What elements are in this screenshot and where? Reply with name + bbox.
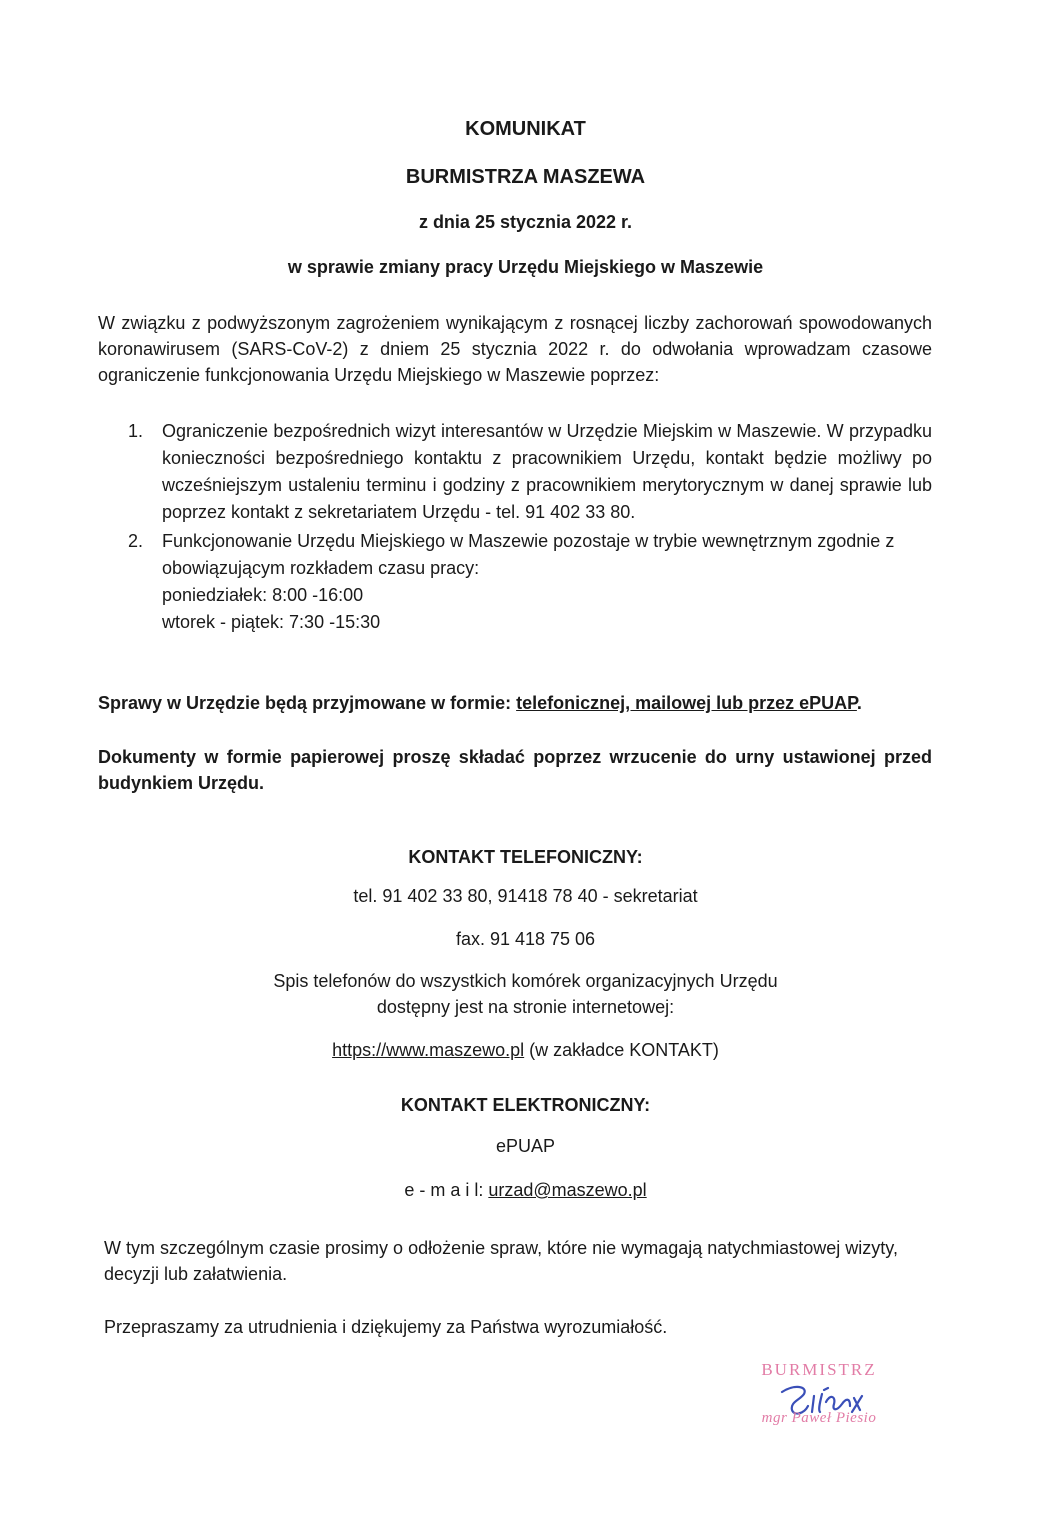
document-subject: w sprawie zmiany pracy Urzędu Miejskiego w Maszewie xyxy=(287,257,764,277)
list-item xyxy=(128,418,932,526)
list-item xyxy=(128,528,932,636)
stamp-title: BURMISTRZ xyxy=(761,1360,877,1379)
epuap-label: ePUAP xyxy=(495,1136,556,1156)
sprawy-suffix: . xyxy=(856,693,862,713)
official-stamp xyxy=(724,1360,914,1440)
document-date: z dnia 25 stycznia 2022 r. xyxy=(418,212,633,232)
hours-tuesday-friday: wtorek - piątek: 7:30 -15:30 xyxy=(162,612,381,632)
email-link[interactable]: urzad@maszewo.pl xyxy=(488,1180,647,1200)
phone-numbers: tel. 91 402 33 80, 91418 78 40 - sekretariat xyxy=(353,886,698,906)
sprawy-forms: telefonicznej, mailowej lub przez ePUAP xyxy=(516,693,857,713)
phone-contact-heading: KONTAKT TELEFONICZNY: xyxy=(408,847,643,867)
website-link[interactable]: https://www.maszewo.pl xyxy=(332,1040,525,1060)
document-subtitle: BURMISTRZA MASZEWA xyxy=(405,166,646,188)
list-item-text: Funkcjonowanie Urzędu Miejskiego w Maszewie pozostaje w trybie wewnętrznym zgodnie z obowiązującym rozkładem czasu pracy: xyxy=(162,531,895,578)
measures-list xyxy=(128,418,932,636)
hours-monday: poniedziałek: 8:00 -16:00 xyxy=(162,585,364,605)
dokumenty-paragraph: Dokumenty w formie papierowej proszę składać poprzez wrzucenie do urny ustawionej przed budynkiem Urzędu. xyxy=(98,747,932,793)
closing-request-paragraph: W tym szczególnym czasie prosimy o odłożenie spraw, które nie wymagają natychmiastowej wizyty, decyzji lub załatwienia. xyxy=(104,1238,898,1284)
closing-apology-paragraph: Przepraszamy za utrudnienia i dziękujemy za Państwa wyrozumiałość. xyxy=(104,1317,668,1337)
phone-directory-line-1: Spis telefonów do wszystkich komórek organizacyjnych Urzędu xyxy=(273,971,778,991)
phone-directory-note xyxy=(0,968,1051,1020)
website-note: (w zakładce KONTAKT) xyxy=(524,1040,719,1060)
intro-paragraph: W związku z podwyższonym zagrożeniem wynikającym z rosnącej liczby zachorowań spowodowanych koronawirusem (SARS-CoV-2) z dniem 25 stycznia 2022 r. do odwołania wprowadzam czasowe ograniczenie funkcjonowania Urzędu Miejskiego w Maszewie poprzez: xyxy=(98,313,932,385)
list-item-text: Ograniczenie bezpośrednich wizyt interesantów w Urzędzie Miejskim w Maszewie. W przypadku konieczności bezpośredniego kontaktu z pracownikiem Urzędu, kontakt będzie możliwy po wcześniejszym ustaleniu terminu i godziny z pracownikiem merytorycznym w danej sprawie lub poprzez kontakt z sekretariatem Urzędu - tel. 91 402 33 80. xyxy=(162,421,932,522)
email-label: e - m a i l: xyxy=(404,1180,489,1200)
sprawy-prefix: Sprawy w Urzędzie będą przyjmowane w formie: xyxy=(98,693,517,713)
electronic-contact-heading: KONTAKT ELEKTRONICZNY: xyxy=(400,1095,651,1115)
sprawy-paragraph xyxy=(98,690,932,716)
fax-number: fax. 91 418 75 06 xyxy=(455,929,596,949)
document-title: KOMUNIKAT xyxy=(465,118,586,140)
phone-directory-line-2: dostępny jest na stronie internetowej: xyxy=(376,997,675,1017)
email-line xyxy=(0,1177,1051,1203)
list-item-number: 1. xyxy=(128,421,144,441)
list-item-number: 2. xyxy=(128,531,144,551)
website-line xyxy=(0,1037,1051,1063)
stamp-name: mgr Paweł Piesio xyxy=(761,1410,877,1426)
